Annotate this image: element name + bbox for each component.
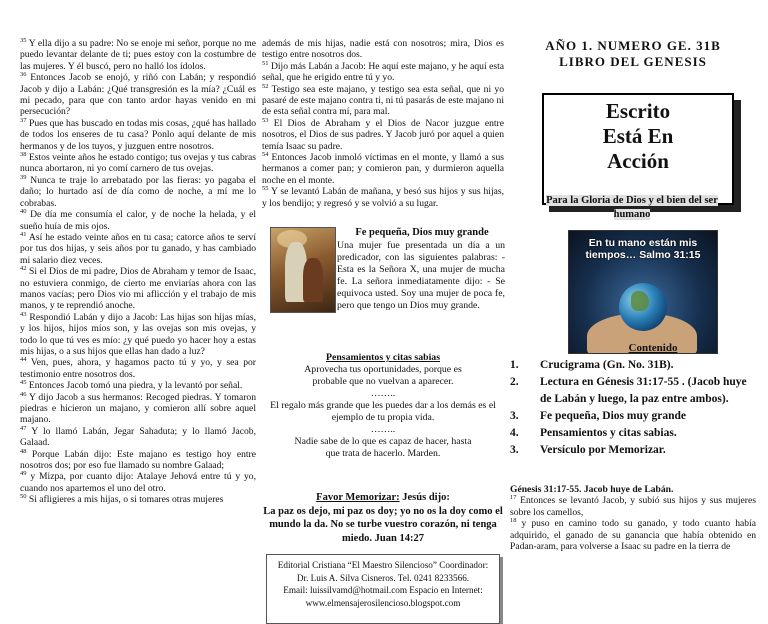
verse-text: Entonces Jacob tomó una piedra, y la levantó por señal. [26, 380, 243, 392]
editorial-line-4: www.elmensajerosilencioso.blogspot.com [305, 597, 461, 608]
verse [20, 380, 256, 391]
verse-text: Entonces Jacob inmoló víctimas en el monte, y llamó a sus hermanos a comer pan; y comieron pan, y durmieron aquella noche en el monte. [262, 152, 504, 186]
contents-text: Pensamientos y citas sabias. [540, 427, 677, 440]
memorizar-verse: La paz os dejo, mi paz os doy; yo no os la doy como el mundo la da. No se turbe vuestro corazón, ni tenga miedo. Juan 14:27 [263, 505, 503, 544]
verse-number: 52 [262, 82, 269, 90]
verse-number: 50 [20, 493, 27, 501]
fe-pequena-title: Fe pequeña, Dios muy grande [355, 227, 489, 238]
right-column [510, 38, 756, 553]
verse-number: 17 [510, 494, 517, 502]
verse [20, 38, 256, 72]
verse-number: 39 [20, 173, 27, 181]
verse-text: Respondió Labán y dijo a Jacob: Las hijas son hijas mías, y los hijos, hijos míos son, y las ovejas son mis ovejas, y todo lo que tú ves es mío: ¿y qué puedo yo hacer hoy a estas mis hijas, o a sus hijos que ellas han dado a luz? [20, 311, 256, 357]
separator-dots-2: …….. [370, 424, 396, 435]
verse-text: además de mis hijas, nadie está con nosotros; mira, Dios es testigo entre nosotros dos. [262, 38, 504, 61]
verse-text: Testigo sea este majano, y testigo sea esta señal, que ni yo pasaré de este majano contra ti, ni tú pasarás de este majano ni de esta señal contra mí, para mal. [262, 83, 504, 118]
contents-list [510, 357, 756, 459]
pensamiento-1: Aprovecha tus oportunidades, porque es probable que no vuelvan a aparecer. [304, 364, 462, 387]
contents-text: Versículo por Memorizar. [540, 444, 666, 457]
verse-text: y Mizpa, por cuanto dijo: Atalaye Jehová entre tú y yo, cuando nos apartemos el uno del otro. [20, 471, 256, 494]
contents-number: 2. [510, 376, 519, 389]
verse-text: Y ella dijo a su padre: No se enoje mi señor, porque no me puedo levantar delante de ti; pues estoy con la costumbre de las mujeres. Y él buscó, pero no halló los ídolos. [20, 38, 256, 72]
verse [20, 471, 256, 494]
poster-image [568, 230, 718, 354]
verse [510, 518, 756, 552]
memorizar-lead: Jesús dijo: [399, 492, 450, 503]
verse-text: El Dios de Abraham y el Dios de Nacor juzgue entre nosotros, el Dios de sus padres. Y Jacob juró por aquel a quien temía Isaac su padre. [262, 117, 504, 152]
verse [20, 392, 256, 426]
contents-item [510, 442, 756, 459]
verse-text: y puso en camino todo su ganado, y todo cuanto había adquirido, el ganado de su ganancia que había obtenido en Padan-aram, para volverse a Isaac su padre en la tierra de [510, 518, 756, 553]
illustration-image [270, 227, 336, 313]
bible-verses-continued [262, 38, 504, 209]
contents-item [510, 408, 756, 425]
fe-pequena-text: Una mujer fue presentada un día a un predicador, con las siguientes palabras: - Esta es la Señora X, una mujer de mucha fe. La señora inmediatamente dijo: - Se equivoca usted. Soy una mujer de poca fe, pero que tengo un Dios muy grande. [337, 240, 505, 311]
verse [262, 84, 504, 118]
verse [20, 72, 256, 118]
pensamientos-section [262, 352, 504, 460]
contents-section [510, 343, 756, 459]
memorizar-section [262, 491, 504, 545]
verse-number: 38 [20, 151, 27, 159]
verse [20, 175, 256, 209]
editorial-box [266, 554, 500, 624]
verse-text: Dijo más Labán a Jacob: He aquí este majano, y he aquí esta señal, que he erigido entre tú y yo. [262, 60, 504, 84]
contents-text: Crucigrama (Gn. No. 31B). [540, 359, 674, 372]
verse-text: Así he estado veinte años en tu casa; catorce años te serví por tus dos hijas, y seis años por tu ganado, y has cambiado mi salario diez veces. [20, 231, 256, 266]
verse-text: Si el Dios de mi padre, Dios de Abraham y temor de Isaac, no estuviera conmigo, de cierto me enviarías ahora con las manos vacías; pero Dios vio mi aflicción y el trabajo de mis manos, y te reprendió anoche. [20, 266, 256, 312]
verse [20, 312, 256, 358]
editorial-line-3: Email: luissilvamd@hotmail.com Espacio en Internet: [283, 585, 483, 595]
verse [20, 232, 256, 266]
verse [20, 426, 256, 449]
verse-text: Ven, pues, ahora, y hagamos pacto tú y yo, y sea por testimonio entre nosotros dos. [20, 357, 256, 380]
verse-number: 53 [262, 116, 269, 124]
contents-item [510, 425, 756, 442]
separator-dots-1: …….. [370, 388, 396, 399]
left-column [20, 38, 256, 506]
contents-title: Contenido [628, 342, 678, 354]
verse-text: Y dijo Jacob a sus hermanos: Recoged piedras. Y tomaron piedras e hicieron un majano, y comieron allí sobre aquel majano. [20, 391, 256, 426]
verse [262, 38, 504, 61]
verse [20, 357, 256, 380]
verse-text: Y lo llamó Labán, Jegar Sahaduta; y lo llamó Jacob, Galaad. [20, 425, 256, 449]
pensamientos-title: Pensamientos y citas sabias [325, 352, 441, 363]
editorial-line-2: Dr. Luis A. Silva Cisneros. Tel. 0241 8233566. [296, 572, 470, 583]
verse-number: 47 [20, 424, 27, 432]
subtitle: Para la Gloria de Dios y el bien del ser humano [546, 195, 718, 220]
verse-text: Y se levantó Labán de mañana, y besó sus hijos y sus hijas, y los bendijo; y regresó y se volvió a su lugar. [262, 186, 504, 209]
verse [20, 118, 256, 152]
verse-number: 42 [20, 265, 27, 273]
title-line-2: Está En [602, 124, 674, 148]
title-box [542, 93, 734, 205]
genesis-heading: Génesis 31:17-55. Jacob huye de Labán. [510, 484, 674, 495]
verse [262, 118, 504, 152]
contents-number: 4. [510, 427, 519, 440]
verse-number: 18 [510, 517, 517, 525]
middle-column [262, 38, 505, 608]
verse [510, 495, 756, 518]
verse-number: 44 [20, 356, 27, 364]
verse [262, 152, 504, 186]
verse-number: 54 [262, 151, 269, 159]
pensamiento-3: Nadie sabe de lo que es capaz de hacer, hasta que trata de hacerlo. Marden. [294, 436, 472, 459]
verse-text: Si afligieres a mis hijas, o si tomares otras mujeres [26, 494, 224, 506]
genesis-reading [510, 484, 756, 552]
contents-item [510, 374, 756, 408]
contents-text: Lectura en Génesis 31:17-55 . (Jacob huye de Labán y luego, la paz entre ambos). [540, 376, 747, 406]
verse [262, 186, 504, 209]
verse [262, 61, 504, 84]
editorial-line-1: Editorial Cristiana “El Maestro Silencioso” Coordinador: [277, 560, 489, 570]
book-line: LIBRO DEL GENESIS [559, 54, 707, 69]
verse-number: 51 [262, 59, 269, 67]
verse-text: Entonces Jacob se enojó, y riñó con Labán; y respondió Jacob y dijo a Labán: ¿Qué transgresión es la mía? ¿Cuál es mi pecado, para que con tanto ardor hayas venido en mi persecución? [20, 72, 256, 118]
verse-text: Estos veinte años he estado contigo; tus ovejas y tus cabras nunca abortaron, ni yo comí carnero de tus ovejas. [20, 152, 256, 175]
masthead [510, 38, 756, 70]
verse-number: 40 [20, 208, 27, 216]
contents-text: Fe pequeña, Dios muy grande [540, 410, 686, 423]
verse [20, 449, 256, 472]
memorizar-title: Favor Memorizar: [316, 492, 400, 503]
contents-number: 3. [510, 410, 519, 423]
verse-number: 35 [20, 37, 27, 44]
verse [20, 266, 256, 312]
verse [20, 152, 256, 175]
contents-item [510, 357, 756, 374]
year-number-line: AÑO 1. NUMERO GE. 31B [545, 38, 721, 53]
verse-number: 43 [20, 310, 27, 318]
genesis-verses [510, 495, 756, 552]
pensamiento-2: El regalo más grande que les puedes dar a los demás es el ejemplo de tu propia vida. [270, 400, 496, 423]
contents-number: 3. [510, 444, 519, 457]
title-line-1: Escrito [605, 99, 671, 123]
title-line-3: Acción [607, 149, 669, 173]
verse-number: 37 [20, 116, 27, 124]
verse-text: Entonces se levantó Jacob, y subió sus hijos y sus mujeres sobre los camellos, [510, 495, 756, 518]
poster-text: En tu mano están mis tiempos… Salmo 31:15 [585, 237, 701, 261]
verse-text: De día me consumía el calor, y de noche la helada, y el sueño huía de mis ojos. [20, 209, 256, 232]
verse-number: 46 [20, 390, 27, 398]
verse-text: Nunca te traje lo arrebatado por las fieras: yo pagaba el daño; lo hurtado así de día como de noche, a mí me lo cobrabas. [20, 174, 256, 209]
verse [20, 494, 256, 505]
verse-number: 45 [20, 379, 27, 387]
verse-number: 48 [20, 447, 27, 455]
verse-number: 41 [20, 230, 27, 238]
verse-number: 49 [20, 470, 27, 478]
verse-number: 36 [20, 71, 27, 79]
verse-text: Pues que has buscado en todas mis cosas, ¿qué has hallado de todos los enseres de tu casa? Ponlo aquí delante de mis hermanos y de los tuyos, y juzguen entre nosotros. [20, 117, 256, 152]
verse [20, 209, 256, 232]
contents-number: 1. [510, 359, 519, 372]
verse-text: Porque Labán dijo: Este majano es testigo hoy entre nosotros dos; por eso fue llamado su nombre Galaad; [20, 448, 256, 472]
verse-number: 55 [262, 185, 269, 193]
